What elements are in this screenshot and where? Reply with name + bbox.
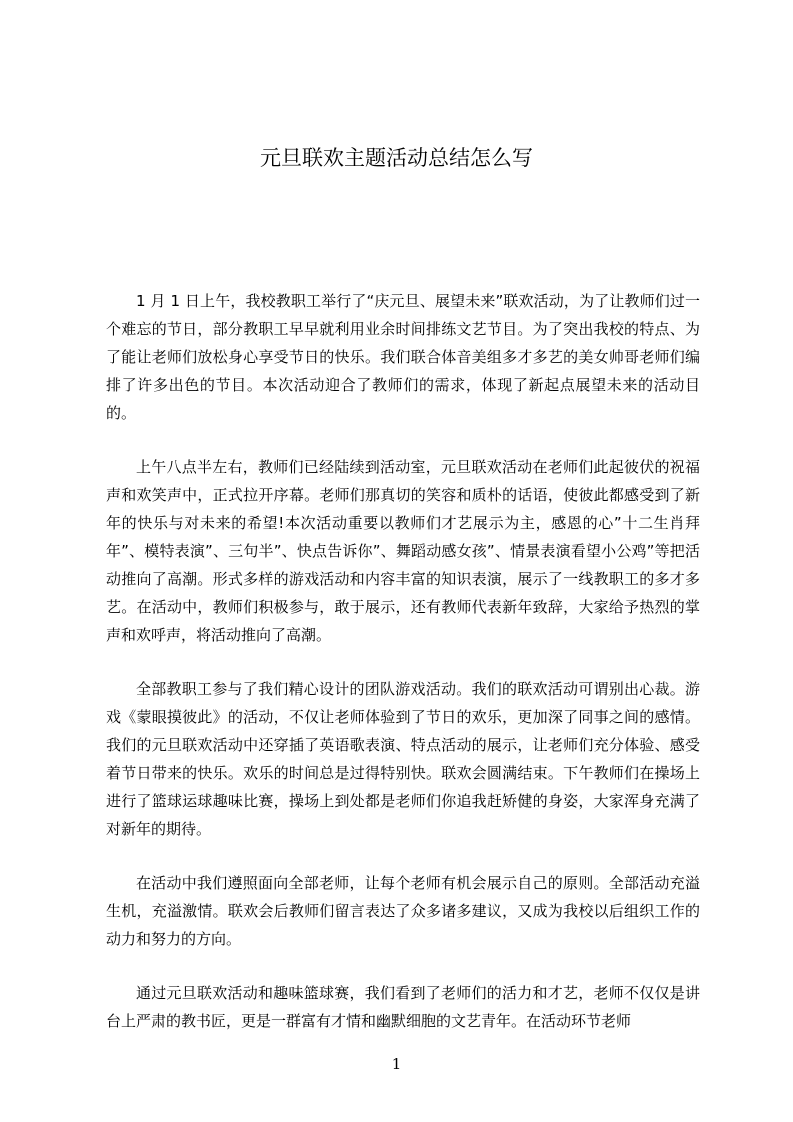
paragraph-1: 1 月 1 日上午，我校教职工举行了“庆元旦、展望未来”联欢活动，为了让教师们过一个难忘的节日，部分教职工早早就利用业余时间排练文艺节目。为了突出我校的特点、为了能让老师们放松身心享受节日的快乐。我们联合体音美组多才多艺的美女帅哥老师们编排了许多出色的节目。本次活动迎合了教师们的需求，体现了新起点展望未来的活动目的。 [106,292,700,422]
paragraph-5: 通过元旦联欢活动和趣味篮球赛，我们看到了老师们的活力和才艺，老师不仅仅是讲台上严肃的教书匠，更是一群富有才情和幽默细胞的文艺青年。在活动环节老师 [106,984,700,1030]
document-body [106,287,700,1061]
paragraph-4: 在活动中我们遵照面向全部老师，让每个老师有机会展示自己的原则。全部活动充溢生机，充溢激情。联欢会后教师们留言表达了众多诸多建议，又成为我校以后组织工作的动力和努力的方向。 [106,874,700,948]
paragraph-3: 全部教职工参与了我们精心设计的团队游戏活动。我们的联欢活动可谓别出心裁。游戏《蒙眼摸彼此》的活动，不仅让老师体验到了节日的欢乐，更加深了同事之间的感情。我们的元旦联欢活动中还穿插了英语歌表演、特点活动的展示，让老师们充分体验、感受着节日带来的快乐。欢乐的时间总是过得特别快。联欢会圆满结束。下午教师们在操场上进行了篮球运球趣味比赛，操场上到处都是老师们你追我赶矫健的身姿，大家浑身充满了对新年的期待。 [106,680,700,838]
page-number: 1 [391,1055,402,1073]
document-title: 元旦联欢主题活动总结怎么写 [260,146,533,170]
paragraph-2: 上午八点半左右，教师们已经陆续到活动室，元旦联欢活动在老师们此起彼伏的祝福声和欢笑声中，正式拉开序幕。老师们那真切的笑容和质朴的话语，使彼此都感受到了新年的快乐与对未来的希望!本次活动重要以教师们才艺展示为主，感恩的心”十二生肖拜年”、模特表演”、三句半”、快点告诉你”、舞蹈动感女孩”、情景表演看望小公鸡”等把活动推向了高潮。形式多样的游戏活动和内容丰富的知识表演，展示了一线教职工的多才多艺。在活动中，教师们积极参与，敢于展示，还有教师代表新年致辞，大家给予热烈的掌声和欢呼声，将活动推向了高潮。 [106,458,700,644]
